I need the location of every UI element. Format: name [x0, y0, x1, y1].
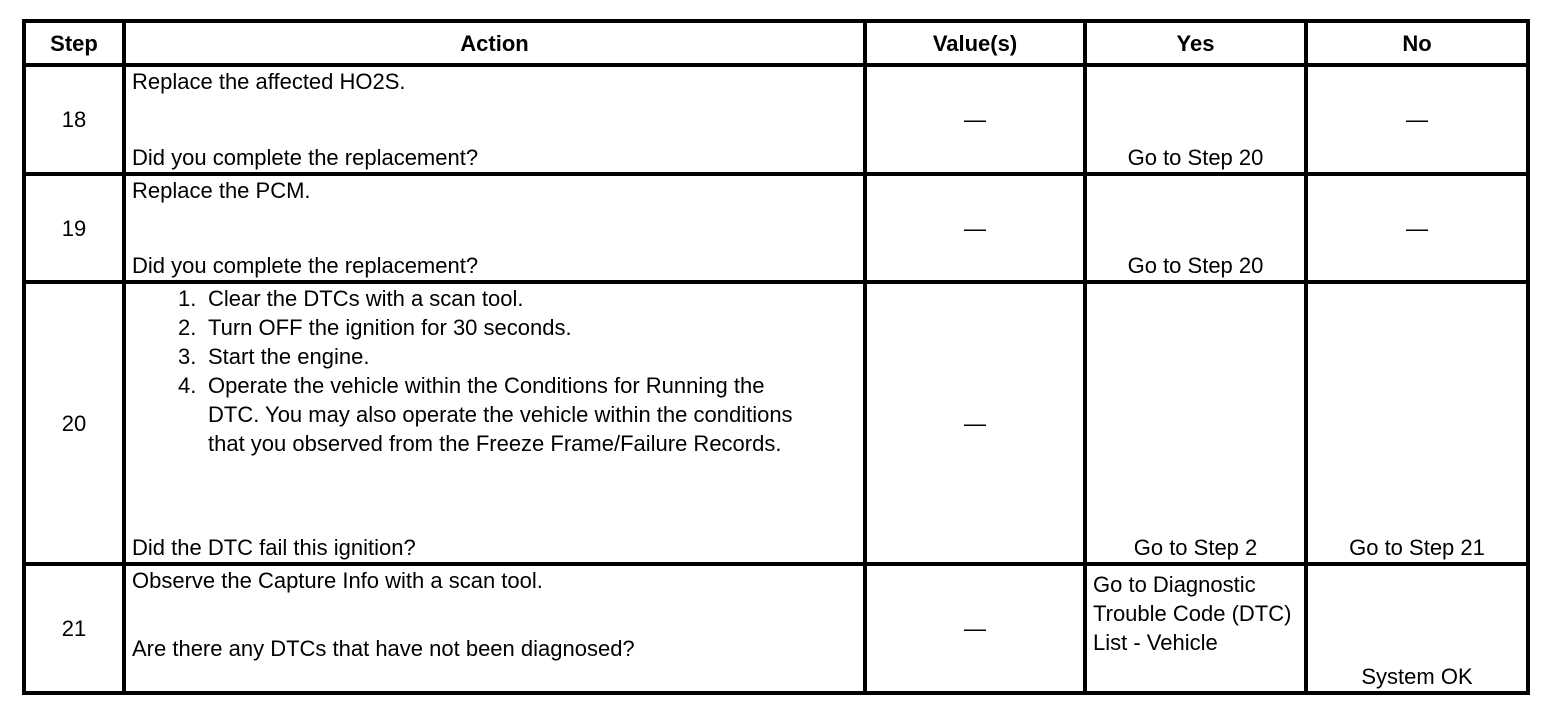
action-instruction: Replace the affected HO2S. [132, 69, 406, 94]
action-question: Are there any DTCs that have not been diagnosed? [132, 636, 635, 661]
header-yes: Yes [1085, 21, 1306, 65]
list-item-number: 4. [178, 373, 197, 398]
list-item [132, 371, 857, 458]
header-values: Value(s) [865, 21, 1085, 65]
header-step: Step [24, 21, 124, 65]
action-instruction: Observe the Capture Info with a scan tool. [132, 568, 543, 593]
value-cell: — [865, 282, 1085, 564]
value-cell: — [865, 174, 1085, 282]
action-instruction: Replace the PCM. [132, 178, 311, 203]
table-row [24, 564, 1528, 693]
list-item-number: 3. [178, 344, 197, 369]
header-row [24, 21, 1528, 65]
action-question: Did you complete the replacement? [132, 145, 479, 170]
list-item-text: Operate the vehicle within the Conditions for Running the DTC. You may also operate the vehicle within the conditions that you observed from the Freeze Frame/Failure Records. [208, 373, 793, 456]
action-cell [124, 282, 865, 564]
value-cell: — [865, 564, 1085, 693]
list-item-number: 1. [178, 286, 197, 311]
no-cell: — [1306, 65, 1528, 174]
table-row [24, 174, 1528, 282]
list-item [132, 284, 857, 313]
no-cell: Go to Step 21 [1306, 282, 1528, 564]
list-item [132, 313, 857, 342]
list-item [132, 342, 857, 371]
diagnostic-table [22, 19, 1526, 692]
table-row [24, 282, 1528, 564]
step-number: 21 [24, 564, 124, 693]
yes-cell: Go to Step 20 [1085, 174, 1306, 282]
list-item-number: 2. [178, 315, 197, 340]
yes-cell: Go to Step 20 [1085, 65, 1306, 174]
yes-cell: Go to Diagnostic Trouble Code (DTC) List - Vehicle [1085, 564, 1306, 693]
action-cell [124, 174, 865, 282]
action-cell [124, 65, 865, 174]
value-cell: — [865, 65, 1085, 174]
action-steps-list [132, 284, 857, 458]
table-row [24, 65, 1528, 174]
no-cell: System OK [1306, 564, 1528, 693]
list-item-text: Turn OFF the ignition for 30 seconds. [208, 315, 572, 340]
yes-cell: Go to Step 2 [1085, 282, 1306, 564]
action-cell [124, 564, 865, 693]
header-action: Action [124, 21, 865, 65]
action-question: Did the DTC fail this ignition? [132, 535, 416, 560]
action-question: Did you complete the replacement? [132, 253, 479, 278]
header-no: No [1306, 21, 1528, 65]
list-item-text: Clear the DTCs with a scan tool. [208, 286, 524, 311]
step-number: 19 [24, 174, 124, 282]
list-item-text: Start the engine. [208, 344, 370, 369]
step-number: 20 [24, 282, 124, 564]
no-cell: — [1306, 174, 1528, 282]
step-number: 18 [24, 65, 124, 174]
